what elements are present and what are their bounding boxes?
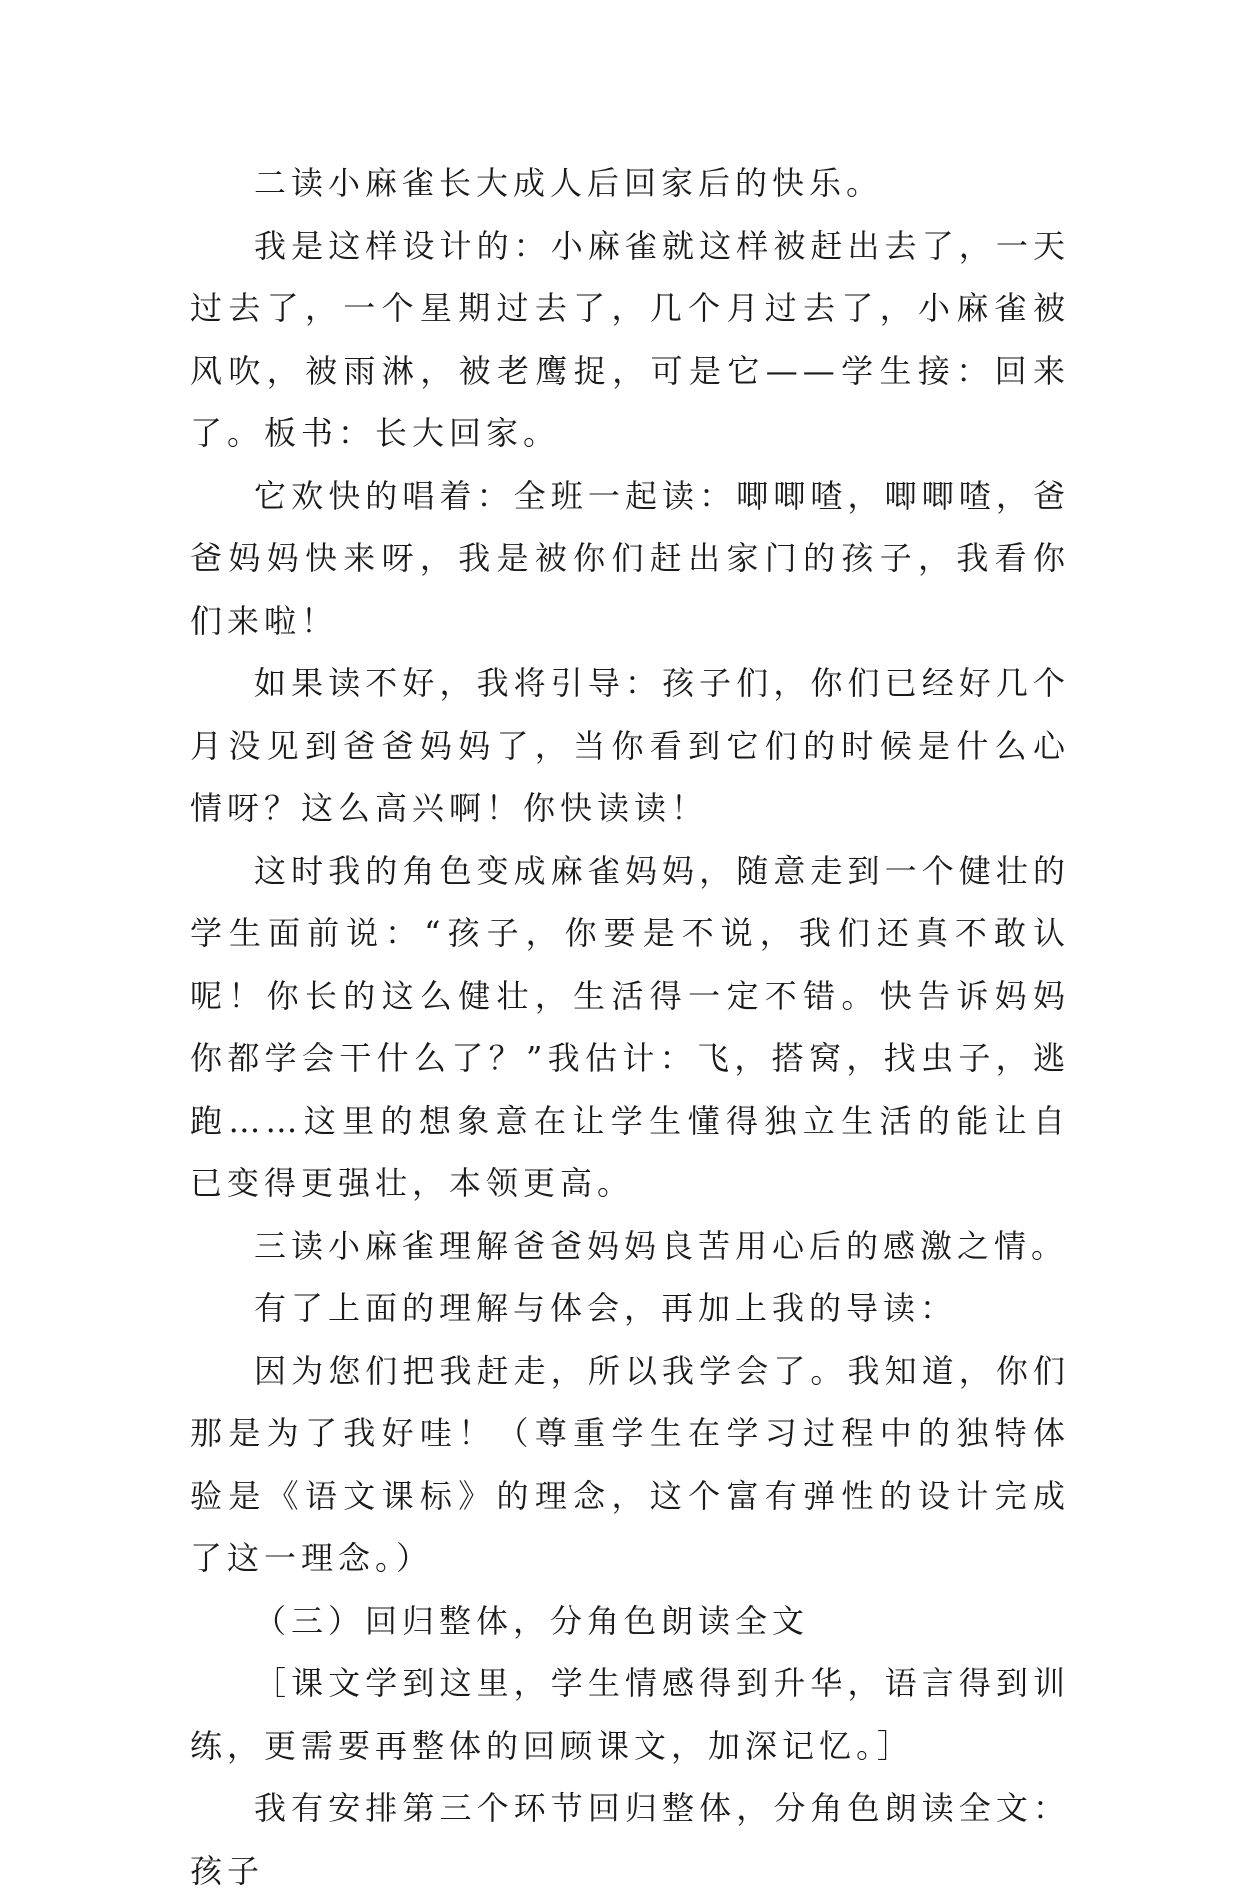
paragraph-3: 它欢快的唱着：全班一起读：唧唧喳，唧唧喳，爸爸妈妈快来呀，我是被你们赶出家门的孩子，我看你们来啦！ [190,476,1070,640]
document-body [190,152,1070,1902]
paragraph-1: 二读小麻雀长大成人后回家后的快乐。 [254,164,884,202]
paragraph-7: 有了上面的理解与体会，再加上我的导读： [254,1289,958,1327]
paragraph-2: 我是这样设计的：小麻雀就这样被赶出去了，一天过去了，一个星期过去了，几个月过去了，小麻雀被风吹，被雨淋，被老鹰捉，可是它——学生接：回来了。板书：长大回家。 [190,226,1070,452]
section-heading: （三）回归整体，分角色朗读全文 [254,1601,810,1640]
paragraph-5: 这时我的角色变成麻雀妈妈，随意走到一个健壮的学生面前说：“孩子，你要是不说，我们还真不敢认呢！你长的这么健壮，生活得一定不错。快告诉妈妈你都学会干什么了？”我估计：飞，搭窝，找虫子，逃跑……这里的想象意在让学生懂得独立生活的能让自已变得更强壮，本领更高。 [190,851,1070,1202]
paragraph-6: 三读小麻雀理解爸爸妈妈良苦用心后的感激之情。 [254,1226,1069,1265]
paragraph-8: 因为您们把我赶走，所以我学会了。我知道，你们那是为了我好哇！（尊重学生在学习过程中的独特体验是《语文课标》的理念，这个富有弹性的设计完成了这一理念。） [190,1351,1070,1577]
paragraph-4: 如果读不好，我将引导：孩子们，你们已经好几个月没见到爸爸妈妈了，当你看到它们的时候是什么心情呀？这么高兴啊！你快读读！ [190,664,1070,827]
paragraph-10: ［课文学到这里，学生情感得到升华，语言得到训练，更需要再整体的回顾课文，加深记忆。］ [190,1664,1070,1765]
paragraph-11: 我有安排第三个环节回归整体，分角色朗读全文：孩子 [190,1789,1070,1890]
